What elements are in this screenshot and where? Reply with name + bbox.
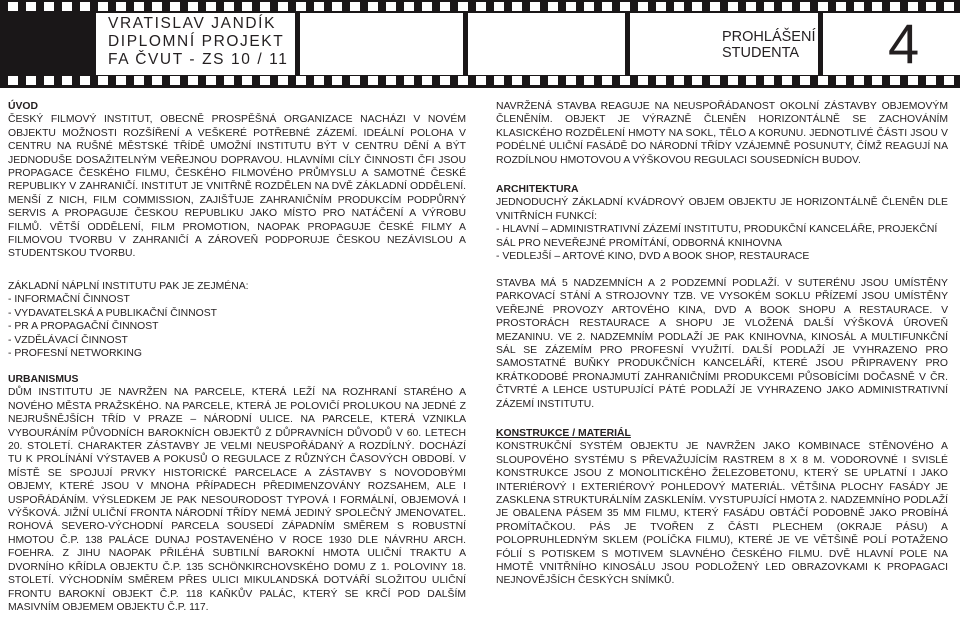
sprocket-hole: [476, 2, 486, 11]
sprocket-hole: [818, 2, 828, 11]
sprocket-hole: [170, 2, 180, 11]
sprocket-hole: [530, 76, 540, 85]
sprocket-hole: [26, 76, 36, 85]
sprocket-hole: [620, 2, 630, 11]
sprocket-hole: [836, 2, 846, 11]
sprocket-hole: [188, 2, 198, 11]
sprocket-hole: [278, 76, 288, 85]
sprocket-hole: [332, 76, 342, 85]
sprocket-hole: [314, 76, 324, 85]
napln-item: - PROFESNÍ NETWORKING: [8, 348, 142, 360]
napln-section: [8, 280, 466, 360]
sprocket-hole: [206, 76, 216, 85]
sprocket-hole: [800, 76, 810, 85]
sprocket-hole: [314, 2, 324, 11]
sprocket-hole: [206, 2, 216, 11]
sprocket-hole: [458, 76, 468, 85]
uvod-text: ČESKÝ FILMOVÝ INSTITUT, OBECNĚ PROSPĚŠNÁ ORGANIZACE NACHÁZI V NOVÉM OBJEKTU MOŽNOSTI ROZŠÍŘENÍ A VEŠKERÉ POTŘEBNÉ ZÁZEMÍ. IDEÁLNÍ POLOHA V CENTRU NA RUŠNÉ MĚSTSKÉ TŘÍDĚ UMOŽNÍ INSTITUTU BÝT V CENTRU DĚNÍ A BÝT JEDNODUŠE DOSAŽITELNÝM VEŘEJNOU DOPRAVOU. HLAVNÍMI CÍLY ČINNOSTI ČFI JSOU PROPAGACE ČESKÉHO FILMU, ČESKÉHO FILMOVÉHO PRŮMYSLU A SAMOTNÉ ČESKÉ REPUBLIKY V ZAHRANIČÍ. INSTITUT JE VNITŘNĚ ROZDĚLEN NA DVĚ ZÁKLADNÍ ODDĚLENÍ. MENŠÍ Z NICH, FILM COMMISSION, ZAJIŠŤUJE ZAHRANIČNÍM PRODUKCÍM PODPŮRNÝ SERVIS A PROPAGUJЕ ČESKOU REPUBLIKU JAKO MÍSTO PRO NATÁČENÍ A VÝROBU FILMŮ. VĚTŠÍ ODDĚLENÍ, FILM PROMOTION, NAOPAK PROPAGUJE ČESKÉ FILMY A FILMOVOU TVORBU V ZAHRANIČÍ A ZÁROVEŇ PODPORUJE ČESKOU NEZÁVISLOU A STUDENTSKOU TVORBU.: [8, 114, 466, 260]
sprocket-hole: [746, 2, 756, 11]
stavba-text: STAVBA MÁ 5 NADZEMNÍCH A 2 PODZEMNÍ PODLAŽÍ. V SUTERÉNU JSOU UMÍSTĚNY PARKOVACÍ STÁNÍ A STROJOVNY TZB. VE VYSOKÉM SOKLU PŘÍZEMÍ JSOU UMÍSTĚNY VEŘEJNÉ PROVOZY ARTOVÉHO KINA, DVD A BOOK SHOPU A RESTAURACE. V PROSTORÁCH RESTAURACE A SHOPU JE VLOŽENÁ DALŠÍ VÝŠKOVÁ ÚROVEŇ MEZANINU. VE 2. NADZEMNÍM PODLAŽÍ JE PAK KNIHOVNA, KINOSÁL A MULTIFUNKČNÍ SÁL SE ZÁZEMÍM PRO PROFESNÍ VYUŽITÍ. DALŠÍ PODLAŽÍ JE VYHRAZENO PRO SAMOSTATNÉ BUŇKY PRODUKČNÍCH KANCELÁŘÍ, KTERÉ JSOU PŘIPRAVENY PRO KRÁTKODOBÉ PRONAJMUTÍ ZAHRANIČNÍMI PRODUKCEMI PŮSOBÍCÍMI DOČASNĚ V ČR. ČTVRTÉ A LEHCE USTUPUJÍCÍ PÁTÉ PODLAŽÍ JE VYHRAZENO JAKO ADMINISTRATIVNÍ ZÁZEMÍ INSTITUTU.: [496, 278, 948, 410]
stavba-section: [496, 277, 948, 411]
faculty-semester: FA ČVUT - ZS 10 / 11: [108, 51, 289, 68]
sprocket-hole: [134, 2, 144, 11]
sprocket-hole: [782, 76, 792, 85]
sprocket-hole: [692, 76, 702, 85]
sprocket-hole: [98, 2, 108, 11]
sprocket-hole: [512, 76, 522, 85]
sprocket-hole: [782, 2, 792, 11]
napln-item: - PR A PROPAGAČNÍ ČINNOST: [8, 321, 159, 333]
intro-text: NAVRŽENÁ STAVBA REAGUJE NA NEUSPOŘÁDANOST OKOLNÍ ZÁSTAVBY OBJEMOVÝM ČLENĚNÍM. OBJEKT JE VÝRAZNĚ ČLENĚN HORIZONTÁLNĚ SE ZACHOVÁNÍM KLASICKÉHO ROZDĚLENÍ HMOTY NA SOKL, TĚLO A KORUNU. JEDNOTLIVÉ ČÁSTI JSOU V PODÉLNÉ ULIČNÍ FASÁDĚ DO NÁRODNÍ TŘÍDY VZÁJEMNĚ POSUNUTY, ČÍMŽ REAGUJÍ NA ROZDÍLNOU HMOTOVOU A VÝŠKOVOU REGULACI SOUSEDNÍCH BUDOV.: [496, 101, 948, 166]
sprocket-hole: [116, 76, 126, 85]
sprocket-hole: [602, 76, 612, 85]
sprocket-hole: [800, 2, 810, 11]
sprocket-hole: [8, 2, 18, 11]
sprocket-hole: [890, 76, 900, 85]
sprocket-hole: [746, 76, 756, 85]
sprocket-hole: [602, 2, 612, 11]
sprocket-hole: [296, 2, 306, 11]
sprocket-hole: [332, 2, 342, 11]
uvod-section: [8, 100, 466, 261]
urbanismus-section: [8, 373, 466, 614]
sprocket-hole: [98, 76, 108, 85]
intro-section: [496, 100, 948, 167]
sprocket-hole: [944, 2, 954, 11]
sprocket-hole: [224, 76, 234, 85]
sprocket-hole: [26, 2, 36, 11]
sprocket-hole: [512, 2, 522, 11]
sprocket-hole: [152, 2, 162, 11]
sprocket-hole: [296, 76, 306, 85]
sprocket-hole: [530, 2, 540, 11]
sprocket-hole: [422, 76, 432, 85]
author-name: VRATISLAV JANDÍK: [108, 15, 277, 32]
project-title: [108, 15, 288, 69]
sprocket-hole: [638, 76, 648, 85]
uvod-heading: ÚVOD: [8, 101, 39, 112]
sprocket-holes-top: [0, 2, 960, 12]
sprocket-hole: [674, 2, 684, 11]
napln-item: - INFORMAČNÍ ČINNOST: [8, 294, 130, 306]
sprocket-hole: [584, 2, 594, 11]
sprocket-hole: [242, 2, 252, 11]
sprocket-hole: [44, 2, 54, 11]
konstrukce-text: KONSTRUKČNÍ SYSTÉM OBJEKTU JE NAVRŽEN JAKO KOMBINACE STĚNOVÉHO A SLOUPOVÉHO SYSTÉMU S PŘEVAŽUJÍCÍM RASTREM 8 X 8 M. VODOROVNÉ I SVISLÉ KONSTRUKCE JSOU Z MONOLITICKÉHO ŽELEZOBETONU, KTERÝ SE UPLATNÍ I JAKO INTERIÉROVÝ I EXTERIÉROVÝ POHLEDOVÝ MATERIÁL. VĚTŠINA PLOCHY FASÁDY JE ZASKLENA STRUKTURÁLNÍM ZASKLENÍM. VYSTUPUJÍCÍ HMOTA 2. NADZEMNÍHO PODLAŽÍ JE OBALENA PÁSEM 35 MM FILMU, KTERÝ FASÁDU OBTÁČÍ PODOBNĚ JAKO PROBÍHÁ PROMÍTAČKOU. PÁS JE TVOŘEN Z ČÁSTI PLECHEM (OKRAJE PÁSU) A POLOPRUHLEDNÝM SKLEM (POLÍČKA FILMU), KTERÉ JE VE VĚTŠINĚ POLÍ POTAŽENO FÓLIÍ S POTISKEM S MOTIVEM SLAVNÉHO ČESKÉHO FILMU. DVĚ HLAVNÍ POLE NA HMOTĚ VNITŘNÍHO KINOSÁLU JSOU PODLOŽENÝ LED OBRAZOVKAMI K PROPAGACI NEJNOVĚJŠÍCH ČESKÝCH SNÍMKŮ.: [496, 441, 948, 587]
sprocket-hole: [764, 76, 774, 85]
sprocket-hole: [548, 2, 558, 11]
architektura-heading: ARCHITEKTURA: [496, 184, 579, 195]
sprocket-hole: [476, 76, 486, 85]
page-number: 4: [888, 12, 920, 75]
architektura-section: [496, 183, 948, 263]
film-frame: [300, 13, 463, 75]
sprocket-hole: [62, 76, 72, 85]
sprocket-hole: [116, 2, 126, 11]
sprocket-hole: [62, 2, 72, 11]
section-title-line: PROHLÁŠENÍ: [722, 29, 816, 45]
sprocket-hole: [620, 76, 630, 85]
sprocket-hole: [422, 2, 432, 11]
sprocket-hole: [908, 2, 918, 11]
urbanismus-heading: URBANISMUS: [8, 374, 79, 385]
sprocket-hole: [890, 2, 900, 11]
sprocket-hole: [872, 2, 882, 11]
napln-intro: ZÁKLADNÍ NÁPLNÍ INSTITUTU PAK JE ZEJMÉNA:: [8, 281, 249, 292]
konstrukce-section: [496, 427, 948, 588]
sprocket-hole: [152, 76, 162, 85]
sprocket-hole: [260, 76, 270, 85]
sprocket-hole: [44, 76, 54, 85]
sprocket-hole: [818, 76, 828, 85]
sprocket-hole: [350, 76, 360, 85]
sprocket-hole: [350, 2, 360, 11]
sprocket-hole: [548, 76, 558, 85]
sprocket-hole: [80, 2, 90, 11]
sprocket-hole: [656, 2, 666, 11]
sprocket-hole: [926, 76, 936, 85]
sprocket-hole: [494, 2, 504, 11]
sprocket-hole: [404, 76, 414, 85]
sprocket-hole: [728, 76, 738, 85]
napln-item: - VZDĚLÁVACÍ ČINNOST: [8, 334, 128, 346]
sprocket-hole: [656, 76, 666, 85]
sprocket-hole: [908, 76, 918, 85]
sprocket-hole: [278, 2, 288, 11]
sprocket-hole: [728, 2, 738, 11]
project-type: DIPLOMNÍ PROJEKT: [108, 33, 285, 50]
sprocket-hole: [368, 76, 378, 85]
sprocket-hole: [134, 76, 144, 85]
architektura-intro: JEDNODUCHÝ ZÁKLADNÍ KVÁDROVÝ OBJEM OBJEKTU JE HORIZONTÁLNĚ ČLENĚN DLE VNITŘNÍCH FUNKCÍ:: [496, 197, 948, 222]
sprocket-hole: [368, 2, 378, 11]
sprocket-hole: [224, 2, 234, 11]
sprocket-hole: [8, 76, 18, 85]
sprocket-hole: [458, 2, 468, 11]
konstrukce-heading: KONSTRUKCE / MATERIÁL: [496, 428, 631, 439]
sprocket-hole: [170, 76, 180, 85]
architektura-item: - VEDLEJŠÍ – ARTOVÉ KINO, DVD A BOOK SHOP, RESTAURACE: [496, 251, 810, 263]
sprocket-hole: [440, 76, 450, 85]
section-title: [722, 29, 815, 61]
sprocket-hole: [710, 2, 720, 11]
sprocket-hole: [584, 76, 594, 85]
sprocket-hole: [854, 76, 864, 85]
sprocket-hole: [764, 2, 774, 11]
sprocket-hole: [188, 76, 198, 85]
sprocket-holes-bottom: [0, 76, 960, 86]
sprocket-hole: [404, 2, 414, 11]
sprocket-hole: [638, 2, 648, 11]
sprocket-hole: [926, 2, 936, 11]
architektura-item: - HLAVNÍ – ADMINISTRATIVNÍ ZÁZEMÍ INSTITUTU, PRODUKČNÍ KANCELÁŘE, PROJEKČNÍ SÁL PRO NEVEŘEJNÉ PROMÍTÁNÍ, ODBORNÁ KNIHOVNA: [496, 224, 938, 249]
sprocket-hole: [80, 76, 90, 85]
sprocket-hole: [494, 76, 504, 85]
sprocket-hole: [674, 76, 684, 85]
sprocket-hole: [944, 76, 954, 85]
urbanismus-text: DŮM INSTITUTU JE NAVRŽEN NA PARCELE, KTERÁ LEŽÍ NA ROZHRANÍ STARÉHO A NOVÉHO MĚSTA PRAŽSKÉHO. NA PARCELE, KTERÁ JE POLOVIČÍ PROLUKOU NA JEDNÉ Z NEJRUŠNĚJŠÍCH TŘÍD V PRAZE – NÁRODNÍ ULICE. NA PARCELE, KTERÁ VZNIKLA VYBOURÁNÍM PŮVODNÍCH BAROKNÍCH OBJEKTŮ Z DŮPRAVNÍCH DŮVODŮ V 60. LETECH 20. STOLETÍ. CHARAKTER ZÁSTAVBY JE VELMI NEUSPOŘÁDANÝ A ROZDÍLNÝ. DOCHÁZÍ TU K PROLÍNÁNÍ VÝSTAVEB A POKUSŮ O REGULACE Z RŮZNÝCH ČASOVÝCH OBDOBÍ. V MÍSTĚ SE SPOJUJÍ PRVKY HISTORICKÉ PARCELACE A ZÁSTAVBY S NOVODOBÝMI OBJEMY, KTERÉ JSOU V MNOHA PŘÍPADECH PŘEDIMENZOVÁNY ROZSAHEM, ALE I USPOŘÁDÁNÍM. VÝSLEDKEM JE PAK NESOURODOST TYPOVÁ I FORMÁLNÍ, OBJEMOVÁ I VÝŠKOVÁ. JIŽNÍ ULIČNÍ FRONTA NÁRODNÍ TŘÍDY NEMÁ JEDINÝ SPOLEČNÝ JMENOVATEL. ROHOVÁ SEVERO-VÝCHODNÍ PARCELA SOUSEDÍ ZÁPADNÍM SMĚREM S ROBUSTNÍ HMOTOU Č.P. 138 PALÁCE DUNAJ POSTAVENÉHO V ROCE 1930 DLE NÁVRHU ARCH. FOEHRA. Z JIHU NAOPAK PŘILÉHÁ SUBTILNÍ BAROKNÍ HMOTA ULIČNÍ TRAKTU A DVORNÍHO KŘÍDLA OBJEKTU Č.P. 135 SCHÖNKIRCHOVSKÉHO DOMU Z 1. POLOVINY 18. STOLETÍ. VÝCHODNÍM SMĚREM PŘES ULICI MIKULANDSKÁ DOTVÁŘÍ SLOŽITOU ULIČNÍ FRONTU BAROKNÍ OBJEKT Č.P. 118 KAŇKŮV PALÁC, KTERÝ SE KRČÍ POD DALŠÍM MASIVNÍM OBJEMEM OBJEKTU Č.P. 117.: [8, 387, 466, 613]
sprocket-hole: [836, 76, 846, 85]
napln-item: - VYDAVATELSKÁ A PUBLIKAČNÍ ČINNOST: [8, 307, 218, 319]
film-frame: [468, 13, 625, 75]
sprocket-hole: [260, 2, 270, 11]
sprocket-hole: [440, 2, 450, 11]
sprocket-hole: [386, 76, 396, 85]
sprocket-hole: [692, 2, 702, 11]
sprocket-hole: [386, 2, 396, 11]
sprocket-hole: [872, 76, 882, 85]
sprocket-hole: [710, 76, 720, 85]
sprocket-hole: [854, 2, 864, 11]
sprocket-hole: [566, 2, 576, 11]
sprocket-hole: [242, 76, 252, 85]
section-title-line: STUDENTA: [722, 45, 800, 61]
sprocket-hole: [566, 76, 576, 85]
